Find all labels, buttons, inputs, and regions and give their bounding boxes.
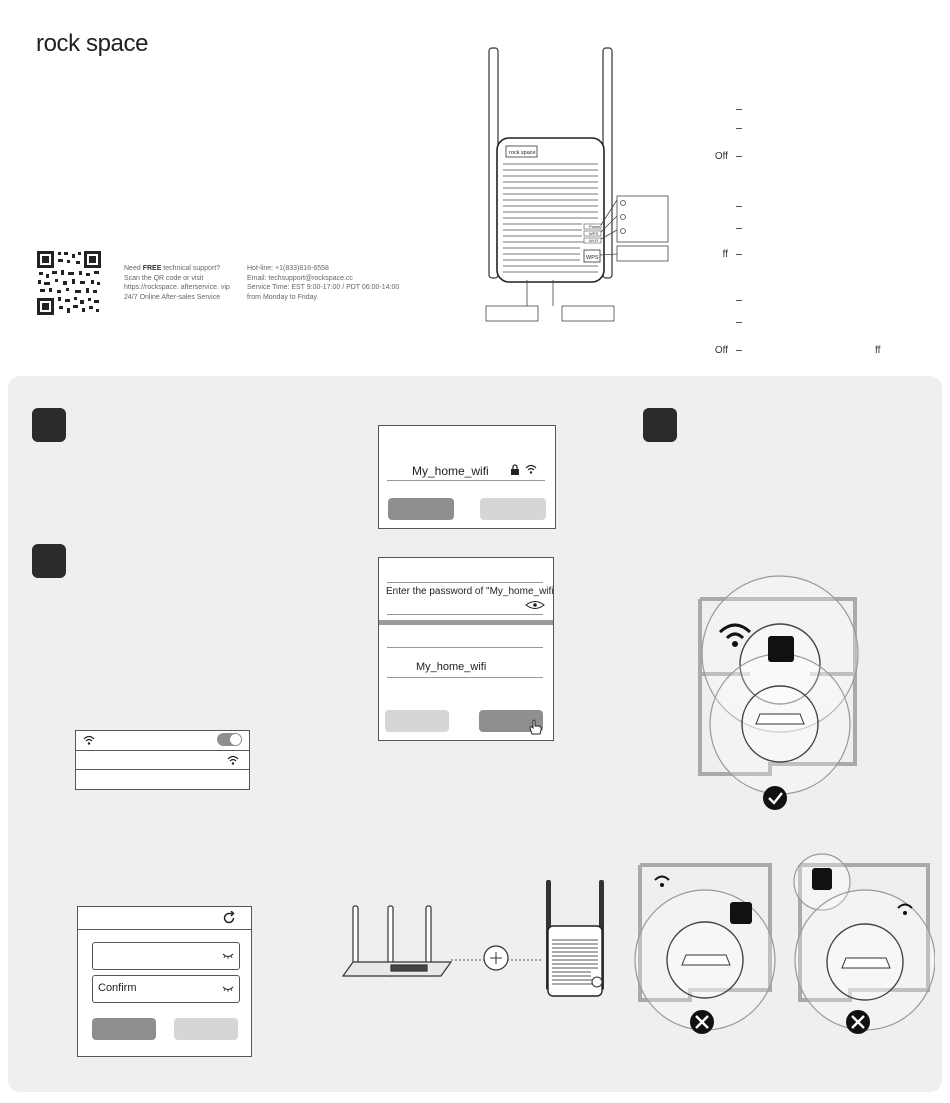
led-label-wps: WPS (589, 231, 599, 236)
indicator-row (684, 228, 742, 229)
support-info: Need FREE technical support? Scan the QR code or visit https://rockspace. afterservice. vip 24/7 Online After-sales Service (124, 265, 230, 301)
ok-button[interactable] (92, 1018, 156, 1040)
brand-logo: rock space (36, 30, 149, 57)
qr-code[interactable] (36, 250, 102, 316)
eye-closed-icon[interactable] (222, 953, 234, 959)
step-badge-1 (32, 408, 66, 442)
contact-info: Hot-line: +1(833)816-6558 Email: techsupport@rockspace.cc Service Time: EST 9:00-17:00 / PDT 06:00-14:00 from Monday to Friday (247, 265, 400, 301)
selected-network-name: My_home_wifi (416, 661, 487, 673)
device-brand-label: rock space (509, 150, 536, 156)
refresh-icon[interactable] (222, 911, 236, 925)
router-icon (343, 906, 451, 976)
indicator-row: ff (684, 249, 742, 260)
wifi-icon (83, 735, 95, 745)
join-button[interactable] (388, 498, 454, 520)
indicator-note: ff (875, 345, 881, 356)
password-card (378, 557, 554, 741)
led-label-power: Power (589, 224, 601, 229)
indicator-row (684, 109, 742, 110)
wifi-icon (655, 877, 669, 888)
wifi-settings-list (75, 730, 250, 790)
confirm-password-input[interactable]: Confirm (92, 975, 240, 1003)
email-link[interactable]: Email: techsupport@rockspace.cc (247, 274, 353, 282)
hand-pointer-icon (527, 718, 545, 736)
extender-icon (546, 880, 604, 996)
step-badge-3 (643, 408, 677, 442)
check-icon (763, 786, 787, 810)
indicator-row (684, 300, 742, 301)
led-label-wifi: Wi-Fi (589, 238, 599, 243)
floor-plan-correct (690, 574, 865, 814)
wifi-icon (525, 464, 537, 474)
back-button[interactable] (385, 710, 449, 732)
wifi-toggle[interactable] (217, 733, 242, 746)
step-badge-2 (32, 544, 66, 578)
cancel-button[interactable] (480, 498, 546, 520)
indicator-row: Off (684, 151, 742, 162)
wifi-signal-icon (227, 755, 239, 765)
indicator-row (684, 128, 742, 129)
router-extender-illustration (333, 878, 613, 998)
eye-icon[interactable] (525, 600, 545, 610)
indicator-row (684, 206, 742, 207)
password-input[interactable] (92, 942, 240, 970)
skip-button[interactable] (174, 1018, 238, 1040)
wifi-network-name[interactable]: My_home_wifi (412, 464, 489, 478)
setup-password-card (77, 906, 252, 1057)
support-link[interactable]: https://rockspace. afterservice. vip (124, 284, 230, 291)
wifi-list-card (378, 425, 556, 529)
eye-closed-icon[interactable] (222, 986, 234, 992)
extender-diagram (470, 40, 700, 330)
floor-plan-too-close (630, 860, 780, 1040)
floor-plan-too-far (790, 850, 935, 1040)
lock-icon (510, 464, 520, 475)
password-prompt: Enter the password of "My_home_wifi (386, 586, 554, 597)
indicator-row: Off (684, 345, 742, 356)
svg-text:WPS: WPS (586, 255, 599, 261)
indicator-row (684, 322, 742, 323)
